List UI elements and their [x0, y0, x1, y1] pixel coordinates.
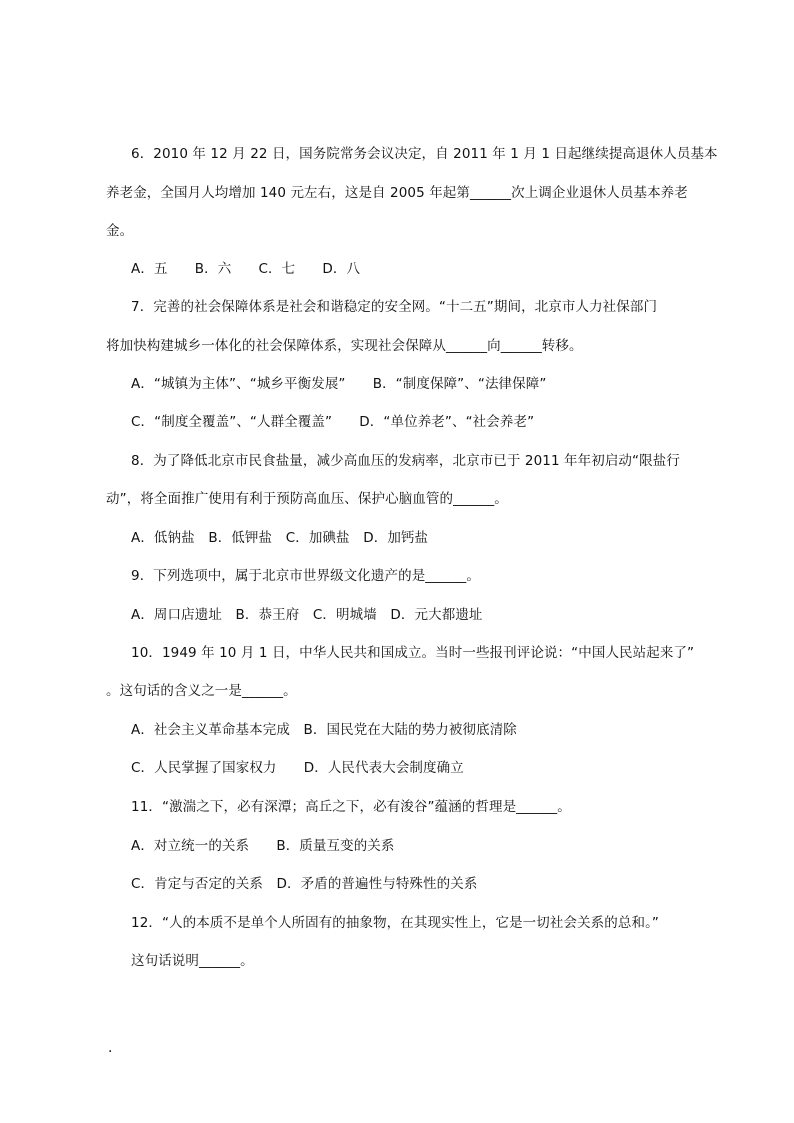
q11-options-ab: A．对立统一的关系 B．质量互变的关系 [131, 838, 395, 854]
q7-line-2: 将加快构建城乡一体化的社会保障体系，实现社会保障从______向______转移。 [106, 338, 583, 354]
q6-options: A．五 B．六 C．七 D．八 [131, 261, 361, 277]
q10-options-cd: C．人民掌握了国家权力 D．人民代表大会制度确立 [131, 760, 464, 776]
q7-options-cd: C．“制度全覆盖”、“人群全覆盖” D．“单位养老”、“社会养老” [131, 414, 535, 430]
q6-line-2: 养老金，全国月人均增加 140 元左右，这是自 2005 年起第______次上调企业退休人员基本养老 [106, 185, 688, 201]
q8-options: A．低钠盐 B．低钾盐 C．加碘盐 D．加钙盐 [131, 530, 429, 546]
q10-line-2: 。这句话的含义之一是______。 [106, 683, 297, 699]
q12-line-2: 这句话说明______。 [131, 953, 254, 969]
q10-options-ab: A．社会主义革命基本完成 B．国民党在大陆的势力被彻底清除 [131, 722, 517, 738]
q7-line-1: 7．完善的社会保障体系是社会和谐稳定的安全网。“十二五”期间，北京市人力社保部门 [131, 299, 658, 315]
q9-options: A．周口店遗址 B．恭王府 C．明城墙 D．元大都遗址 [131, 607, 483, 623]
q8-line-1: 8．为了降低北京市民食盐量，减少高血压的发病率，北京市已于 2011 年年初启动“限盐行 [131, 453, 680, 469]
q11-line-1: 11．“激湍之下，必有深潭；高丘之下，必有浚谷”蕴涵的哲理是______。 [131, 799, 571, 815]
q11-options-cd: C．肯定与否定的关系 D．矛盾的普遍性与特殊性的关系 [131, 876, 478, 892]
q6-line-3: 金。 [106, 223, 134, 239]
q12-line-1: 12．“人的本质不是单个人所固有的抽象物，在其现实性上，它是一切社会关系的总和。” [131, 915, 660, 931]
q9-line-1: 9．下列选项中，属于北京市世界级文化遗产的是______。 [131, 568, 480, 584]
q6-line-1: 6．2010 年 12 月 22 日，国务院常务会议决定，自 2011 年 1 月 1 日起继续提高退休人员基本 [131, 146, 718, 162]
footer-mark: . [108, 1040, 113, 1056]
q8-line-2: 动”，将全面推广使用有利于预防高血压、保护心脑血管的______。 [106, 491, 508, 507]
q7-options-ab: A．“城镇为主体”、“城乡平衡发展” B．“制度保障”、“法律保障” [131, 376, 547, 392]
q10-line-1: 10．1949 年 10 月 1 日，中华人民共和国成立。当时一些报刊评论说：“中国人民站起来了” [131, 645, 695, 661]
